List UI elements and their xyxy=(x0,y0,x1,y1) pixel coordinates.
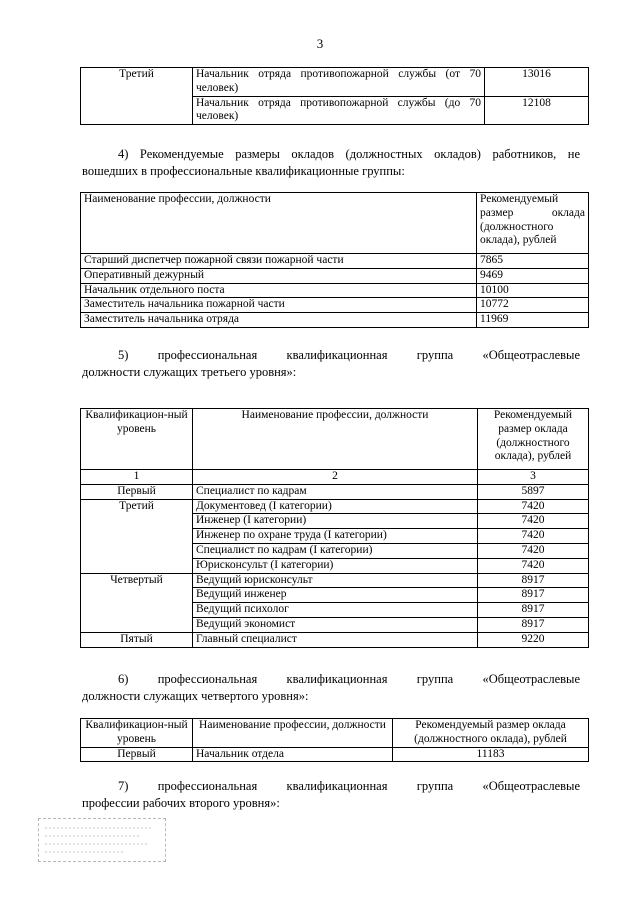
section6-line1: 6) профессиональная квалификационная группа «Общеотраслевые xyxy=(118,672,580,686)
col-number: 2 xyxy=(193,470,478,485)
col-number: 3 xyxy=(478,470,589,485)
level-cell: Пятый xyxy=(81,632,193,647)
level-cell: Четвертый xyxy=(81,573,193,632)
salary-cell: 13016 xyxy=(485,68,589,97)
name-cell: Старший диспетчер пожарной связи пожарной части xyxy=(81,254,477,269)
table-row xyxy=(81,484,589,499)
header-level: Квалификацион-ный уровень xyxy=(81,719,193,748)
header-level: Квалификацион-ный уровень xyxy=(81,409,193,470)
salary-cell: 7420 xyxy=(478,514,589,529)
table-header-row xyxy=(81,409,589,470)
salary-cell: 8917 xyxy=(478,588,589,603)
salary-cell: 7420 xyxy=(478,529,589,544)
section5-line1: 5) профессиональная квалификационная группа «Общеотраслевые xyxy=(118,348,580,362)
section7-line1: 7) профессиональная квалификационная группа «Общеотраслевые xyxy=(118,779,580,793)
name-cell: Ведущий психолог xyxy=(193,603,478,618)
name-cell: Специалист по кадрам (I категории) xyxy=(193,543,478,558)
name-cell: Оперативный дежурный xyxy=(81,268,477,283)
header-name: Наименование профессии, должности xyxy=(193,719,393,748)
salary-cell: 11183 xyxy=(393,747,589,762)
salary-cell: 7420 xyxy=(478,499,589,514)
salary-cell: 9220 xyxy=(478,632,589,647)
section4-line1: 4) Рекомендуемые размеры окладов (должностных окладов) работников, не xyxy=(118,147,580,161)
salary-cell: 10100 xyxy=(477,283,589,298)
table-header-row xyxy=(81,193,589,254)
salary-cell: 10772 xyxy=(477,298,589,313)
column-number-row xyxy=(81,470,589,485)
salary-cell: 8917 xyxy=(478,603,589,618)
name-cell: Начальник отряда противопожарной службы (от 70 человек) xyxy=(193,68,485,97)
salary-cell: 8917 xyxy=(478,573,589,588)
table-row xyxy=(81,632,589,647)
salary-cell: 12108 xyxy=(485,96,589,125)
salary-cell: 7420 xyxy=(478,543,589,558)
section6-paragraph xyxy=(82,671,580,705)
table-row xyxy=(81,283,589,298)
salary-cell: 8917 xyxy=(478,617,589,632)
section5-paragraph xyxy=(82,347,580,381)
name-cell: Специалист по кадрам xyxy=(193,484,478,499)
table-section5 xyxy=(80,408,589,648)
header-name: Наименование профессии, должности xyxy=(81,193,477,254)
table-row xyxy=(81,68,589,97)
table-row xyxy=(81,313,589,328)
table-header-row xyxy=(81,719,589,748)
name-cell: Начальник отдела xyxy=(193,747,393,762)
table-section6 xyxy=(80,718,589,762)
name-cell: Начальник отдельного поста xyxy=(81,283,477,298)
header-name: Наименование профессии, должности xyxy=(193,409,478,470)
name-cell: Ведущий инженер xyxy=(193,588,478,603)
section5-line2: должности служащих третьего уровня»: xyxy=(82,365,297,379)
salary-cell: 5897 xyxy=(478,484,589,499)
table-row xyxy=(81,573,589,588)
table-section4 xyxy=(80,192,589,328)
table-row xyxy=(81,747,589,762)
level-cell: Первый xyxy=(81,484,193,499)
table-row xyxy=(81,268,589,283)
name-cell: Документовед (I категории) xyxy=(193,499,478,514)
table-row xyxy=(81,254,589,269)
page-number: 3 xyxy=(316,36,324,51)
salary-cell: 7420 xyxy=(478,558,589,573)
section7-paragraph xyxy=(82,778,580,812)
table-continued xyxy=(80,67,589,125)
section6-line2: должности служащих четвертого уровня»: xyxy=(82,689,309,703)
level-cell: Третий xyxy=(81,499,193,573)
name-cell: Заместитель начальника пожарной части xyxy=(81,298,477,313)
salary-cell: 7865 xyxy=(477,254,589,269)
section4-line2: вошедших в профессиональные квалификационные группы: xyxy=(82,164,405,178)
name-cell: Инженер (I категории) xyxy=(193,514,478,529)
name-cell: Ведущий юрисконсульт xyxy=(193,573,478,588)
header-salary: Рекомендуемый размер оклада (должностного оклада), рублей xyxy=(478,409,589,470)
header-salary: Рекомендуемый размер оклада (должностного оклада), рублей xyxy=(477,193,589,254)
name-cell: Юрисконсульт (I категории) xyxy=(193,558,478,573)
section4-paragraph xyxy=(82,146,580,180)
salary-cell: 9469 xyxy=(477,268,589,283)
stamp-lines-icon xyxy=(43,822,161,858)
level-cell: Первый xyxy=(81,747,193,762)
table-row xyxy=(81,499,589,514)
name-cell: Главный специалист xyxy=(193,632,478,647)
table-row xyxy=(81,298,589,313)
col-number: 1 xyxy=(81,470,193,485)
faint-stamp xyxy=(38,818,166,862)
name-cell: Начальник отряда противопожарной службы (до 70 человек) xyxy=(193,96,485,125)
name-cell: Инженер по охране труда (I категории) xyxy=(193,529,478,544)
salary-cell: 11969 xyxy=(477,313,589,328)
name-cell: Заместитель начальника отряда xyxy=(81,313,477,328)
level-cell: Третий xyxy=(81,68,193,125)
section7-line2: профессии рабочих второго уровня»: xyxy=(82,796,280,810)
header-salary: Рекомендуемый размер оклада (должностного оклада), рублей xyxy=(393,719,589,748)
name-cell: Ведущий экономист xyxy=(193,617,478,632)
